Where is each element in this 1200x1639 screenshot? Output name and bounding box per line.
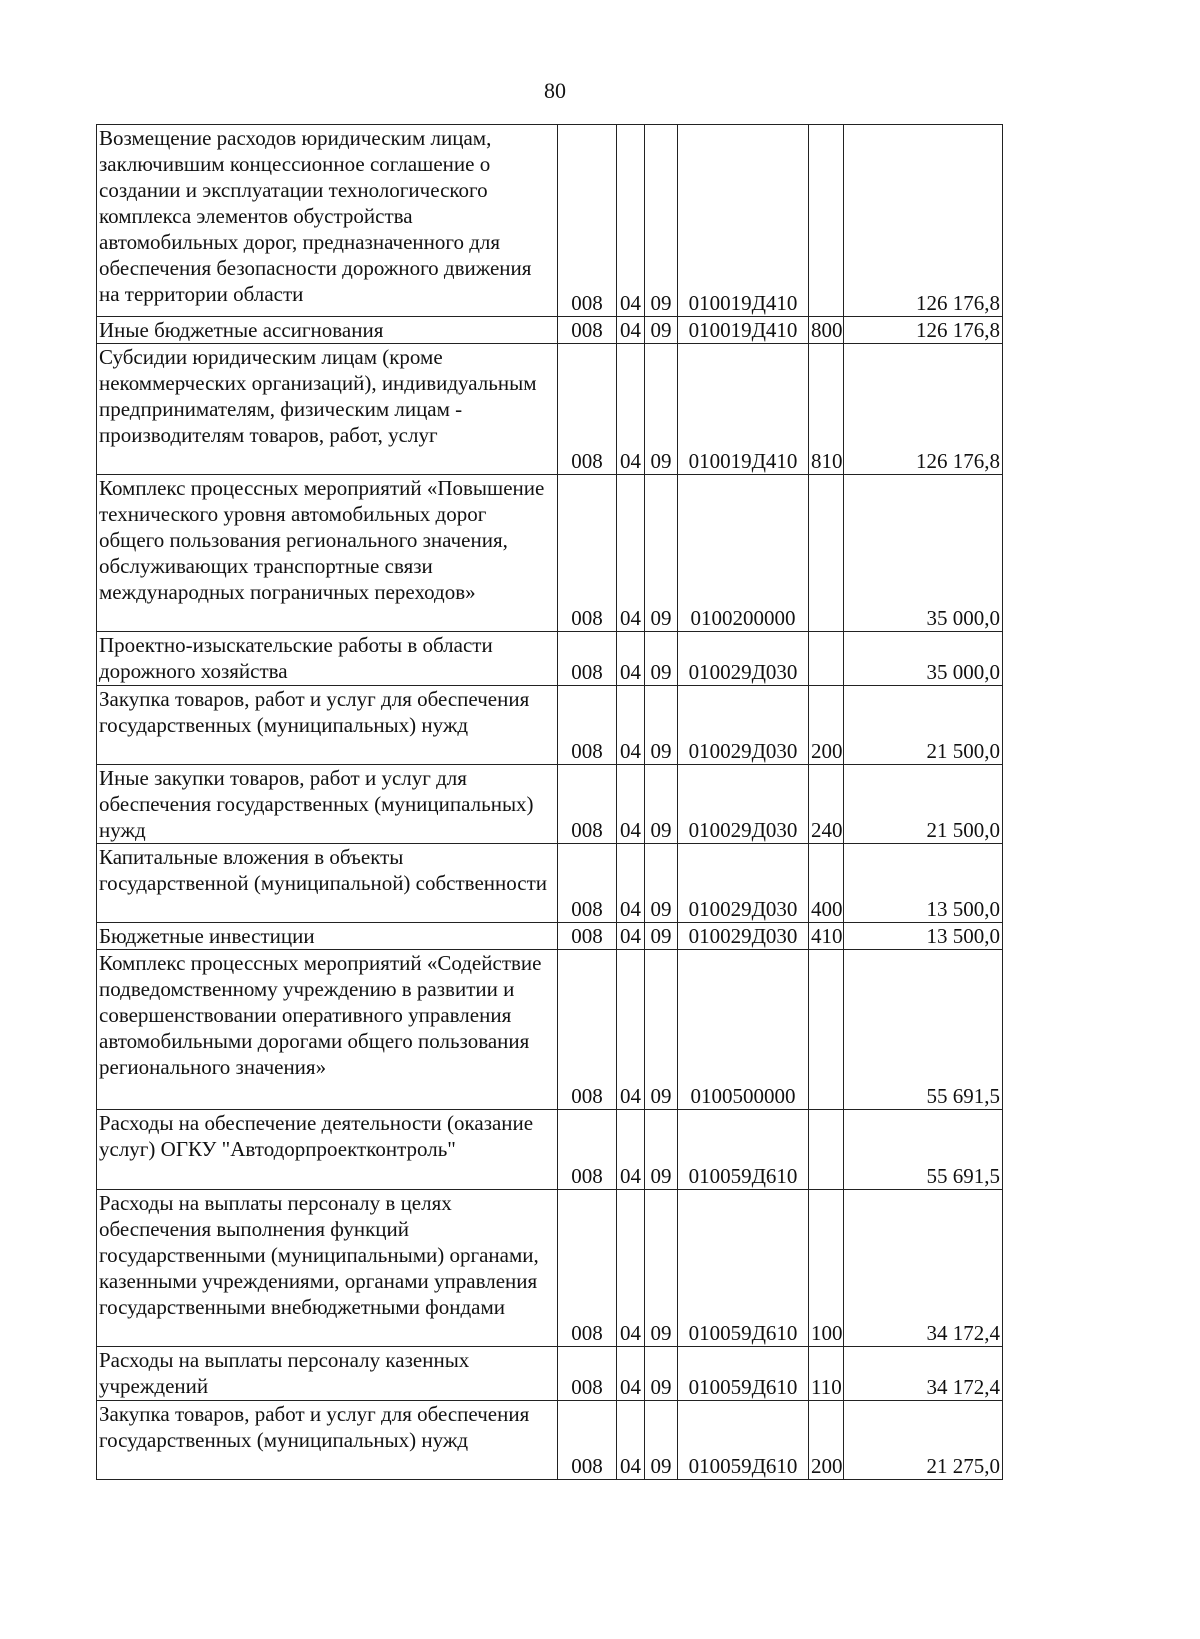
grbs-code-cell: 008 xyxy=(558,923,617,950)
grbs-code-cell: 008 xyxy=(558,475,617,632)
section-code-cell: 04 xyxy=(617,344,645,475)
budget-table xyxy=(96,124,1003,1480)
expense-name-cell: Расходы на обеспечение деятельности (оказание услуг) ОГКУ "Автодорпроектконтроль" xyxy=(97,1110,558,1190)
expense-type-code-cell: 100 xyxy=(809,1190,844,1347)
grbs-code-cell: 008 xyxy=(558,1110,617,1190)
target-article-code-cell: 010029Д030 xyxy=(678,844,809,923)
section-code-cell: 04 xyxy=(617,1347,645,1401)
amount-cell: 34 172,4 xyxy=(844,1190,1003,1347)
section-code-cell: 04 xyxy=(617,317,645,344)
amount-cell: 35 000,0 xyxy=(844,632,1003,686)
amount-cell: 126 176,8 xyxy=(844,344,1003,475)
expense-type-code-cell xyxy=(809,632,844,686)
grbs-code-cell: 008 xyxy=(558,125,617,317)
section-code-cell: 04 xyxy=(617,125,645,317)
subsection-code-cell: 09 xyxy=(645,950,678,1110)
grbs-code-cell: 008 xyxy=(558,1190,617,1347)
grbs-code-cell: 008 xyxy=(558,765,617,844)
grbs-code-cell: 008 xyxy=(558,1401,617,1480)
section-code-cell: 04 xyxy=(617,475,645,632)
table-row xyxy=(97,1401,1003,1480)
expense-type-code-cell: 810 xyxy=(809,344,844,475)
table-row xyxy=(97,125,1003,317)
page-number: 80 xyxy=(544,78,566,103)
expense-type-code-cell: 800 xyxy=(809,317,844,344)
expense-type-code-cell: 410 xyxy=(809,923,844,950)
table-row xyxy=(97,923,1003,950)
subsection-code-cell: 09 xyxy=(645,844,678,923)
section-code-cell: 04 xyxy=(617,844,645,923)
expense-name-cell: Расходы на выплаты персоналу казенных учреждений xyxy=(97,1347,558,1401)
expense-name-cell: Закупка товаров, работ и услуг для обеспечения государственных (муниципальных) нужд xyxy=(97,1401,558,1480)
table-row xyxy=(97,765,1003,844)
expense-name-cell: Комплекс процессных мероприятий «Содействие подведомственному учреждению в развитии и совершенствовании оперативного управления автомобильными дорогами общего пользования регионального значения» xyxy=(97,950,558,1110)
grbs-code-cell: 008 xyxy=(558,686,617,765)
amount-cell: 34 172,4 xyxy=(844,1347,1003,1401)
expense-type-code-cell xyxy=(809,1110,844,1190)
expense-name-cell: Иные бюджетные ассигнования xyxy=(97,317,558,344)
amount-cell: 21 500,0 xyxy=(844,765,1003,844)
table-row xyxy=(97,950,1003,1110)
table-row xyxy=(97,317,1003,344)
expense-type-code-cell xyxy=(809,125,844,317)
section-code-cell: 04 xyxy=(617,765,645,844)
amount-cell: 126 176,8 xyxy=(844,125,1003,317)
target-article-code-cell: 010059Д610 xyxy=(678,1401,809,1480)
budget-table-body xyxy=(97,125,1003,1480)
grbs-code-cell: 008 xyxy=(558,632,617,686)
target-article-code-cell: 010029Д030 xyxy=(678,765,809,844)
expense-name-cell: Проектно-изыскательские работы в области дорожного хозяйства xyxy=(97,632,558,686)
expense-type-code-cell: 200 xyxy=(809,1401,844,1480)
expense-type-code-cell xyxy=(809,950,844,1110)
target-article-code-cell: 010029Д030 xyxy=(678,686,809,765)
grbs-code-cell: 008 xyxy=(558,317,617,344)
table-row xyxy=(97,686,1003,765)
subsection-code-cell: 09 xyxy=(645,475,678,632)
table-row xyxy=(97,844,1003,923)
table-row xyxy=(97,1347,1003,1401)
expense-name-cell: Бюджетные инвестиции xyxy=(97,923,558,950)
expense-name-cell: Иные закупки товаров, работ и услуг для обеспечения государственных (муниципальных) нужд xyxy=(97,765,558,844)
subsection-code-cell: 09 xyxy=(645,317,678,344)
section-code-cell: 04 xyxy=(617,1401,645,1480)
table-row xyxy=(97,344,1003,475)
amount-cell: 55 691,5 xyxy=(844,950,1003,1110)
target-article-code-cell: 0100200000 xyxy=(678,475,809,632)
amount-cell: 13 500,0 xyxy=(844,844,1003,923)
subsection-code-cell: 09 xyxy=(645,686,678,765)
section-code-cell: 04 xyxy=(617,950,645,1110)
target-article-code-cell: 010019Д410 xyxy=(678,344,809,475)
amount-cell: 21 500,0 xyxy=(844,686,1003,765)
expense-type-code-cell: 240 xyxy=(809,765,844,844)
section-code-cell: 04 xyxy=(617,923,645,950)
subsection-code-cell: 09 xyxy=(645,923,678,950)
expense-type-code-cell: 110 xyxy=(809,1347,844,1401)
target-article-code-cell: 010019Д410 xyxy=(678,125,809,317)
table-row xyxy=(97,632,1003,686)
target-article-code-cell: 010059Д610 xyxy=(678,1347,809,1401)
section-code-cell: 04 xyxy=(617,686,645,765)
table-row xyxy=(97,475,1003,632)
subsection-code-cell: 09 xyxy=(645,1190,678,1347)
expense-type-code-cell: 400 xyxy=(809,844,844,923)
subsection-code-cell: 09 xyxy=(645,1401,678,1480)
target-article-code-cell: 010059Д610 xyxy=(678,1110,809,1190)
target-article-code-cell: 010029Д030 xyxy=(678,632,809,686)
grbs-code-cell: 008 xyxy=(558,1347,617,1401)
table-row xyxy=(97,1110,1003,1190)
subsection-code-cell: 09 xyxy=(645,765,678,844)
amount-cell: 55 691,5 xyxy=(844,1110,1003,1190)
expense-name-cell: Капитальные вложения в объекты государственной (муниципальной) собственности xyxy=(97,844,558,923)
grbs-code-cell: 008 xyxy=(558,844,617,923)
amount-cell: 126 176,8 xyxy=(844,317,1003,344)
table-row xyxy=(97,1190,1003,1347)
expense-name-cell: Возмещение расходов юридическим лицам, заключившим концессионное соглашение о создании и эксплуатации технологического комплекса элементов обустройства автомобильных дорог, предназначенного для обеспечения безопасности дорожного движения на территории области xyxy=(97,125,558,317)
section-code-cell: 04 xyxy=(617,632,645,686)
expense-name-cell: Расходы на выплаты персоналу в целях обеспечения выполнения функций государственными (муниципальными) органами, казенными учреждениями, органами управления государственными внебюджетными фондами xyxy=(97,1190,558,1347)
target-article-code-cell: 010029Д030 xyxy=(678,923,809,950)
subsection-code-cell: 09 xyxy=(645,1110,678,1190)
expense-name-cell: Комплекс процессных мероприятий «Повышение технического уровня автомобильных дорог общего пользования регионального значения, обслуживающих транспортные связи международных пограничных переходов» xyxy=(97,475,558,632)
expense-name-cell: Закупка товаров, работ и услуг для обеспечения государственных (муниципальных) нужд xyxy=(97,686,558,765)
section-code-cell: 04 xyxy=(617,1190,645,1347)
amount-cell: 21 275,0 xyxy=(844,1401,1003,1480)
subsection-code-cell: 09 xyxy=(645,125,678,317)
grbs-code-cell: 008 xyxy=(558,344,617,475)
grbs-code-cell: 008 xyxy=(558,950,617,1110)
subsection-code-cell: 09 xyxy=(645,632,678,686)
target-article-code-cell: 010019Д410 xyxy=(678,317,809,344)
expense-name-cell: Субсидии юридическим лицам (кроме некоммерческих организаций), индивидуальным предпринимателям, физическим лицам - производителям товаров, работ, услуг xyxy=(97,344,558,475)
amount-cell: 13 500,0 xyxy=(844,923,1003,950)
amount-cell: 35 000,0 xyxy=(844,475,1003,632)
subsection-code-cell: 09 xyxy=(645,344,678,475)
target-article-code-cell: 0100500000 xyxy=(678,950,809,1110)
section-code-cell: 04 xyxy=(617,1110,645,1190)
subsection-code-cell: 09 xyxy=(645,1347,678,1401)
expense-type-code-cell: 200 xyxy=(809,686,844,765)
target-article-code-cell: 010059Д610 xyxy=(678,1190,809,1347)
expense-type-code-cell xyxy=(809,475,844,632)
